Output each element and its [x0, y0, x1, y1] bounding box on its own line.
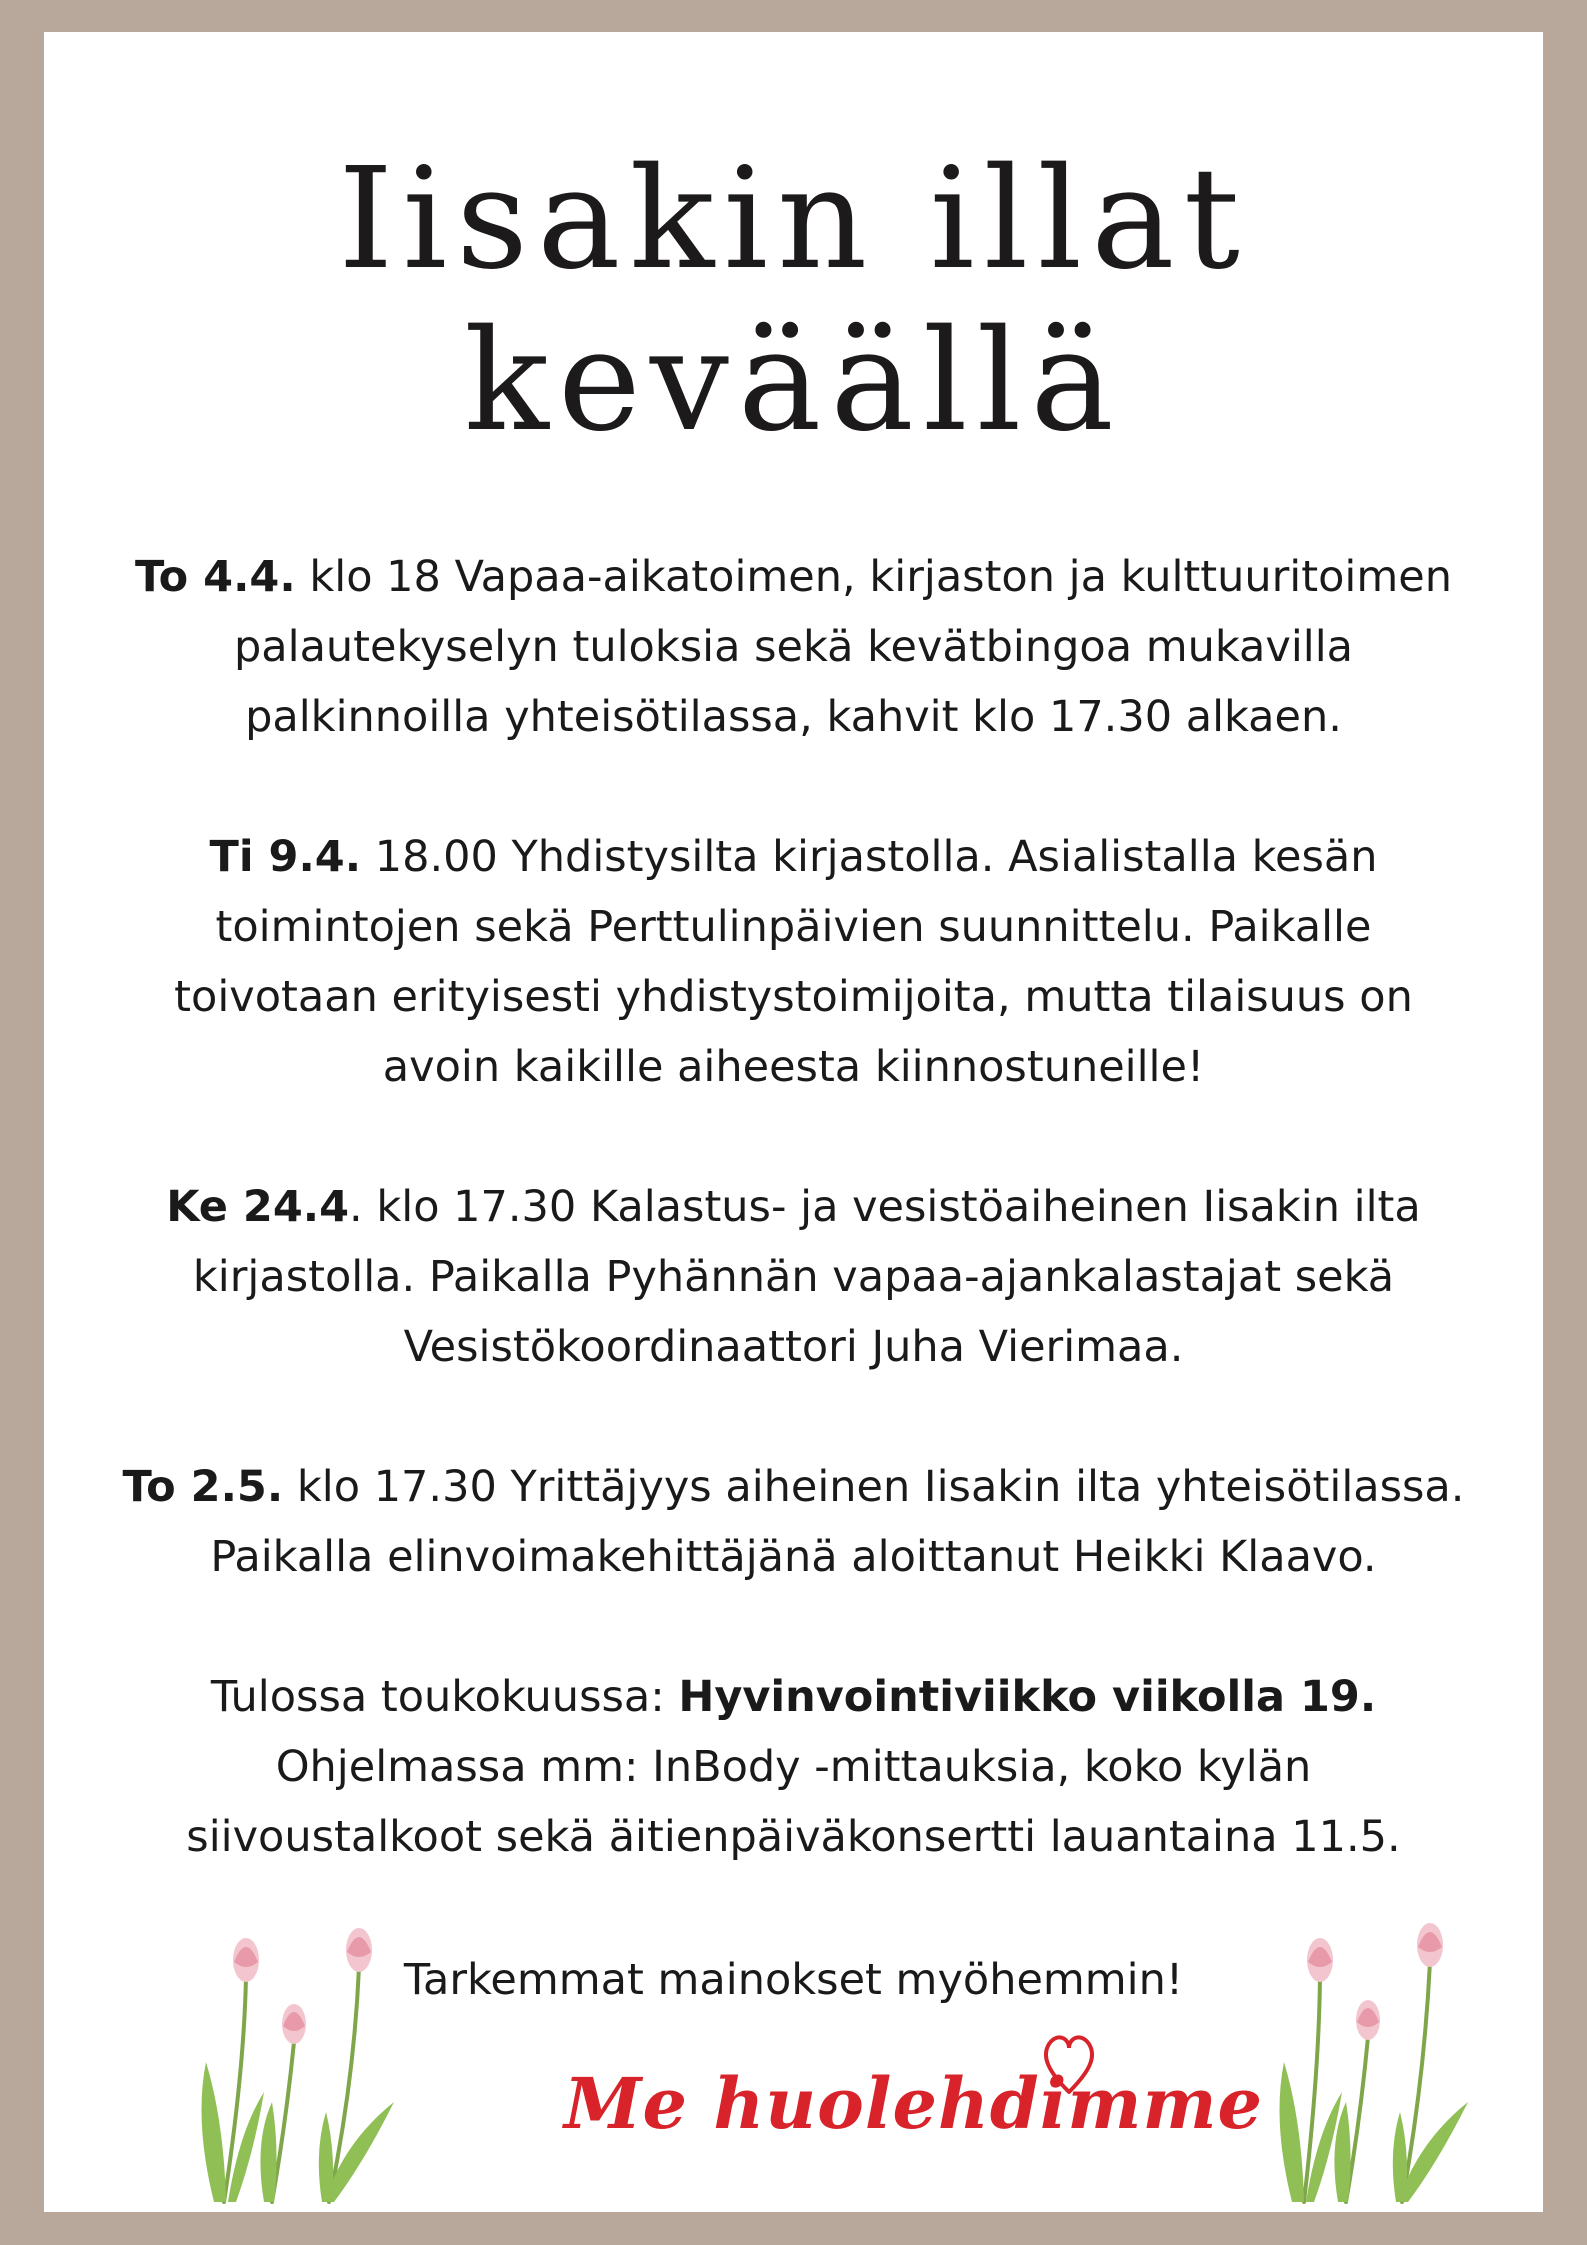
event-text: palautekyselyn tuloksia sekä kevätbingoa mukavilla	[233, 622, 1354, 672]
event-text: toivotaan erityisesti yhdistystoimijoita, mutta tilaisuus on	[174, 972, 1413, 1022]
upcoming-text: Ohjelmassa mm: InBody -mittauksia, koko kylän	[275, 1742, 1312, 1792]
event-text: klo 17.30 Yrittäjyys aiheinen Iisakin ilta yhteisötilassa.	[283, 1462, 1465, 1512]
event-ke-24-4	[84, 1172, 1503, 1382]
event-text: palkinnoilla yhteisötilassa, kahvit klo 17.30 alkaen.	[245, 692, 1342, 742]
event-text: 18.00 Yhdistysilta kirjastolla. Asialistalla kesän	[361, 832, 1378, 882]
event-ti-9-4	[84, 822, 1503, 1102]
poster-panel	[44, 32, 1543, 2212]
event-date: To 4.4.	[135, 552, 296, 602]
event-text: kirjastolla. Paikalla Pyhännän vapaa-ajankalastajat sekä	[192, 1252, 1395, 1302]
me-huolehdimme-logo	[564, 2022, 1264, 2152]
closing-note: Tarkemmat mainokset myöhemmin!	[403, 1955, 1184, 2005]
upcoming-announcement	[84, 1662, 1503, 1872]
event-to-4-4	[84, 542, 1503, 752]
logo-text: Me huolehdimme	[564, 2062, 1264, 2145]
event-text: toimintojen sekä Perttulinpäivien suunnittelu. Paikalle	[215, 902, 1372, 952]
event-text: klo 18 Vapaa-aikatoimen, kirjaston ja kulttuuritoimen	[295, 552, 1452, 602]
upcoming-highlight: Hyvinvointiviikko viikolla 19.	[678, 1672, 1377, 1722]
tulip-flower-icon	[1307, 1923, 1443, 2040]
upcoming-prefix: Tulossa toukokuussa:	[210, 1672, 679, 1722]
event-text: avoin kaikille aiheesta kiinnostuneille!	[382, 1042, 1205, 1092]
event-text: Vesistökoordinaattori Juha Vierimaa.	[403, 1322, 1184, 1372]
event-date: To 2.5.	[122, 1462, 284, 1512]
event-text: . klo 17.30 Kalastus- ja vesistöaiheinen Iisakin ilta	[349, 1182, 1421, 1232]
tulip-flower-icon	[233, 1928, 372, 2044]
event-text: Paikalla elinvoimakehittäjänä aloittanut Heikki Klaavo.	[210, 1532, 1377, 1582]
poster-title-line-1: Iisakin illat	[338, 138, 1249, 301]
upcoming-text: siivoustalkoot sekä äitienpäiväkonsertti lauantaina 11.5.	[186, 1812, 1401, 1862]
event-date: Ke 24.4	[166, 1182, 350, 1232]
event-to-2-5	[84, 1452, 1503, 1592]
event-date: Ti 9.4.	[209, 832, 362, 882]
tulip-bouquet-left	[154, 1912, 404, 2212]
poster-title-line-2: keväällä	[464, 300, 1123, 463]
